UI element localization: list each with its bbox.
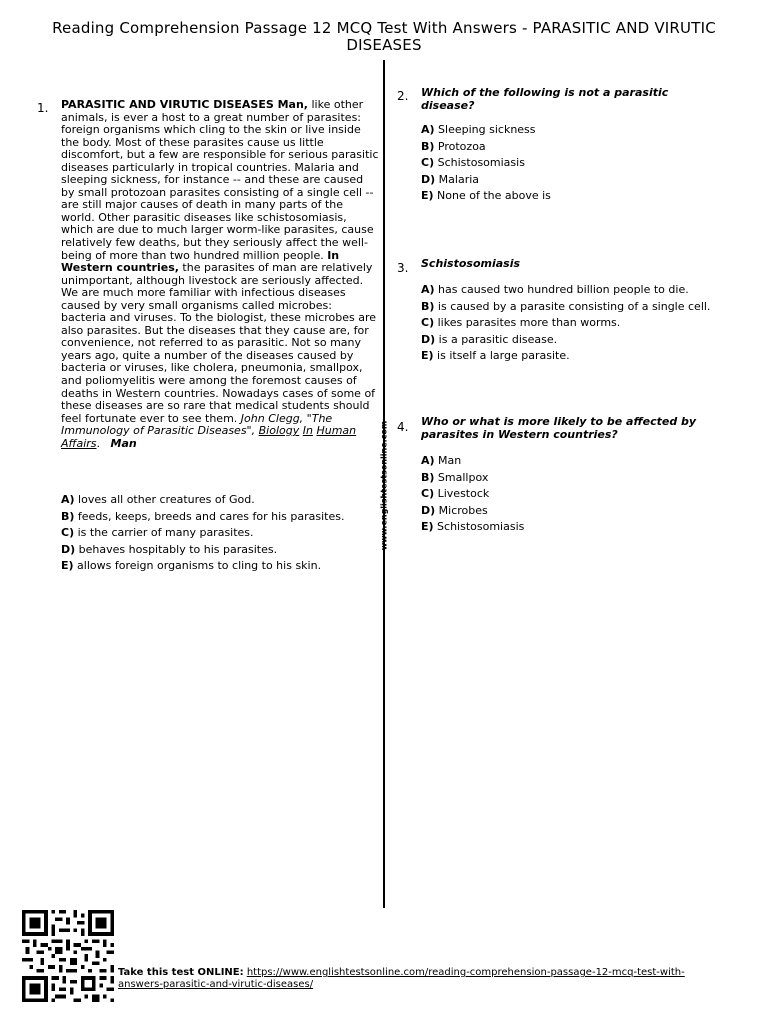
option-letter: E) <box>61 559 74 573</box>
option-letter: A) <box>61 493 75 506</box>
option-letter: C) <box>61 526 75 540</box>
question-1-options <box>61 492 344 575</box>
option-4b[interactable] <box>421 470 524 487</box>
option-1d[interactable] <box>61 542 344 559</box>
option-4a[interactable] <box>421 453 524 470</box>
option-text: Malaria <box>438 172 480 186</box>
question-1-number: 1. <box>37 101 49 115</box>
question-4-number: 4. <box>397 420 409 434</box>
option-letter: A) <box>421 123 435 136</box>
option-2d[interactable] <box>421 172 551 189</box>
option-3e[interactable] <box>421 348 710 365</box>
question-3-text: Schistosomiasis <box>421 257 521 270</box>
option-text: Smallpox <box>437 470 489 484</box>
option-letter: D) <box>421 172 436 186</box>
question-2-options <box>421 122 551 205</box>
question-4-options <box>421 453 524 536</box>
option-letter: C) <box>421 487 435 501</box>
option-3c[interactable] <box>421 315 710 332</box>
option-text: Livestock <box>437 487 490 501</box>
option-text: behaves hospitably to his parasites. <box>78 542 278 556</box>
passage-heading: PARASITIC AND VIRUTIC DISEASES Man, <box>61 98 308 111</box>
option-letter: C) <box>421 156 435 170</box>
option-text: Protozoa <box>437 139 486 153</box>
footer-text <box>118 967 718 990</box>
question-2-text: Which of the following is not a parasitic disease? <box>421 86 669 112</box>
question-3-number: 3. <box>397 261 409 275</box>
citation-period: . <box>96 436 101 450</box>
option-letter: B) <box>421 299 435 313</box>
option-1e[interactable] <box>61 558 344 575</box>
option-1c[interactable] <box>61 525 344 542</box>
option-letter: C) <box>421 316 435 330</box>
option-text: Man <box>438 454 462 467</box>
option-letter: E) <box>421 520 434 534</box>
option-2b[interactable] <box>421 139 551 156</box>
footer-label: Take this test ONLINE: <box>118 967 244 978</box>
option-3b[interactable] <box>421 299 710 316</box>
passage-citation: John Clegg, "The Immunology of Parasitic Diseases", <box>61 411 333 438</box>
option-letter: A) <box>421 454 435 467</box>
option-text: is a parasitic disease. <box>438 332 558 346</box>
option-letter: D) <box>421 332 436 346</box>
source-title-part-3: Human Affairs <box>61 424 357 450</box>
option-text: None of the above is <box>437 189 551 203</box>
source-title-part-2: In <box>302 424 313 438</box>
passage-body-2: the parasites of man are relatively unimportant, although livestock are seriously affected. We are much more familiar with infectious diseases caused by very small organisms called microbes: bacteria and viruses. To the biologist, these microbes are also parasites. But the diseases that they cause are, for convenience, not referred to as parasitic. Not so many years ago, quite a number of the diseases caused by bacteria or viruses, like cholera, pneumonia, smallpox, and poliomyelitis were among the foremost causes of deaths in Western countries. Nowadays cases of some of these diseases are so rare that medical students should feel fortunate ever to see them. <box>61 261 377 425</box>
option-text: Sleeping sickness <box>438 123 536 136</box>
qr-code-icon[interactable] <box>22 910 114 1002</box>
option-text: likes parasites more than worms. <box>437 316 621 330</box>
option-text: is caused by a parasite consisting of a single cell. <box>437 299 711 313</box>
option-text: has caused two hundred billion people to die. <box>438 283 689 296</box>
test-url-link[interactable]: https://www.englishtestsonline.com/reading-comprehension-passage-12-mcq-test-with-answers-parasitic-and-virutic-diseases/ <box>118 967 685 990</box>
option-2a[interactable] <box>421 122 551 139</box>
option-letter: E) <box>421 189 434 203</box>
option-text: Schistosomiasis <box>437 156 525 170</box>
option-4d[interactable] <box>421 503 524 520</box>
option-letter: A) <box>421 283 435 296</box>
passage-text <box>61 99 379 450</box>
question-3-options <box>421 282 710 365</box>
option-letter: B) <box>61 509 75 523</box>
watermark-text: www.englishtestsonline.com <box>379 420 389 550</box>
page-title: Reading Comprehension Passage 12 MCQ Test With Answers - PARASITIC AND VIRUTIC DISEASES <box>52 19 716 54</box>
option-1b[interactable] <box>61 509 344 526</box>
option-3a[interactable] <box>421 282 710 299</box>
option-4c[interactable] <box>421 486 524 503</box>
option-letter: D) <box>61 542 76 556</box>
option-2e[interactable] <box>421 188 551 205</box>
option-letter: B) <box>421 470 435 484</box>
passage-bold-phrase: In Western countries, <box>61 248 340 275</box>
option-letter: D) <box>421 503 436 517</box>
option-letter: E) <box>421 349 434 363</box>
option-2c[interactable] <box>421 155 551 172</box>
option-text: allows foreign organisms to cling to his skin. <box>77 559 322 573</box>
option-text: loves all other creatures of God. <box>78 493 255 506</box>
option-4e[interactable] <box>421 519 524 536</box>
option-letter: B) <box>421 139 435 153</box>
option-text: is itself a large parasite. <box>437 349 570 363</box>
question-1-stem: Man <box>110 436 137 450</box>
option-text: feeds, keeps, breeds and cares for his parasites. <box>77 509 345 523</box>
question-4-text: Who or what is more likely to be affected by parasites in Western countries? <box>421 415 697 441</box>
option-text: Microbes <box>438 503 488 517</box>
option-1a[interactable] <box>61 492 344 509</box>
question-2-number: 2. <box>397 89 409 103</box>
option-text: Schistosomiasis <box>437 520 525 534</box>
source-title-part-1: Biology <box>258 424 300 438</box>
option-3d[interactable] <box>421 332 710 349</box>
option-text: is the carrier of many parasites. <box>77 526 254 540</box>
passage-body-1: like other animals, is ever a host to a great number of parasites: foreign organisms which cling to the skin or live inside the body. Most of these parasites cause us little discomfort, but a few are responsible for serious parasitic diseases particularly in tropical countries. Malaria and sleeping sickness, for instance -- and these are caused by small protozoan parasites consisting of a single cell -- are still major causes of death in many parts of the world. Other parasitic diseases like schistosomiasis, which are due to much larger worm-like parasites, cause relatively few deaths, but they seriously affect the well-being of more than two hundred million people. <box>61 98 379 262</box>
